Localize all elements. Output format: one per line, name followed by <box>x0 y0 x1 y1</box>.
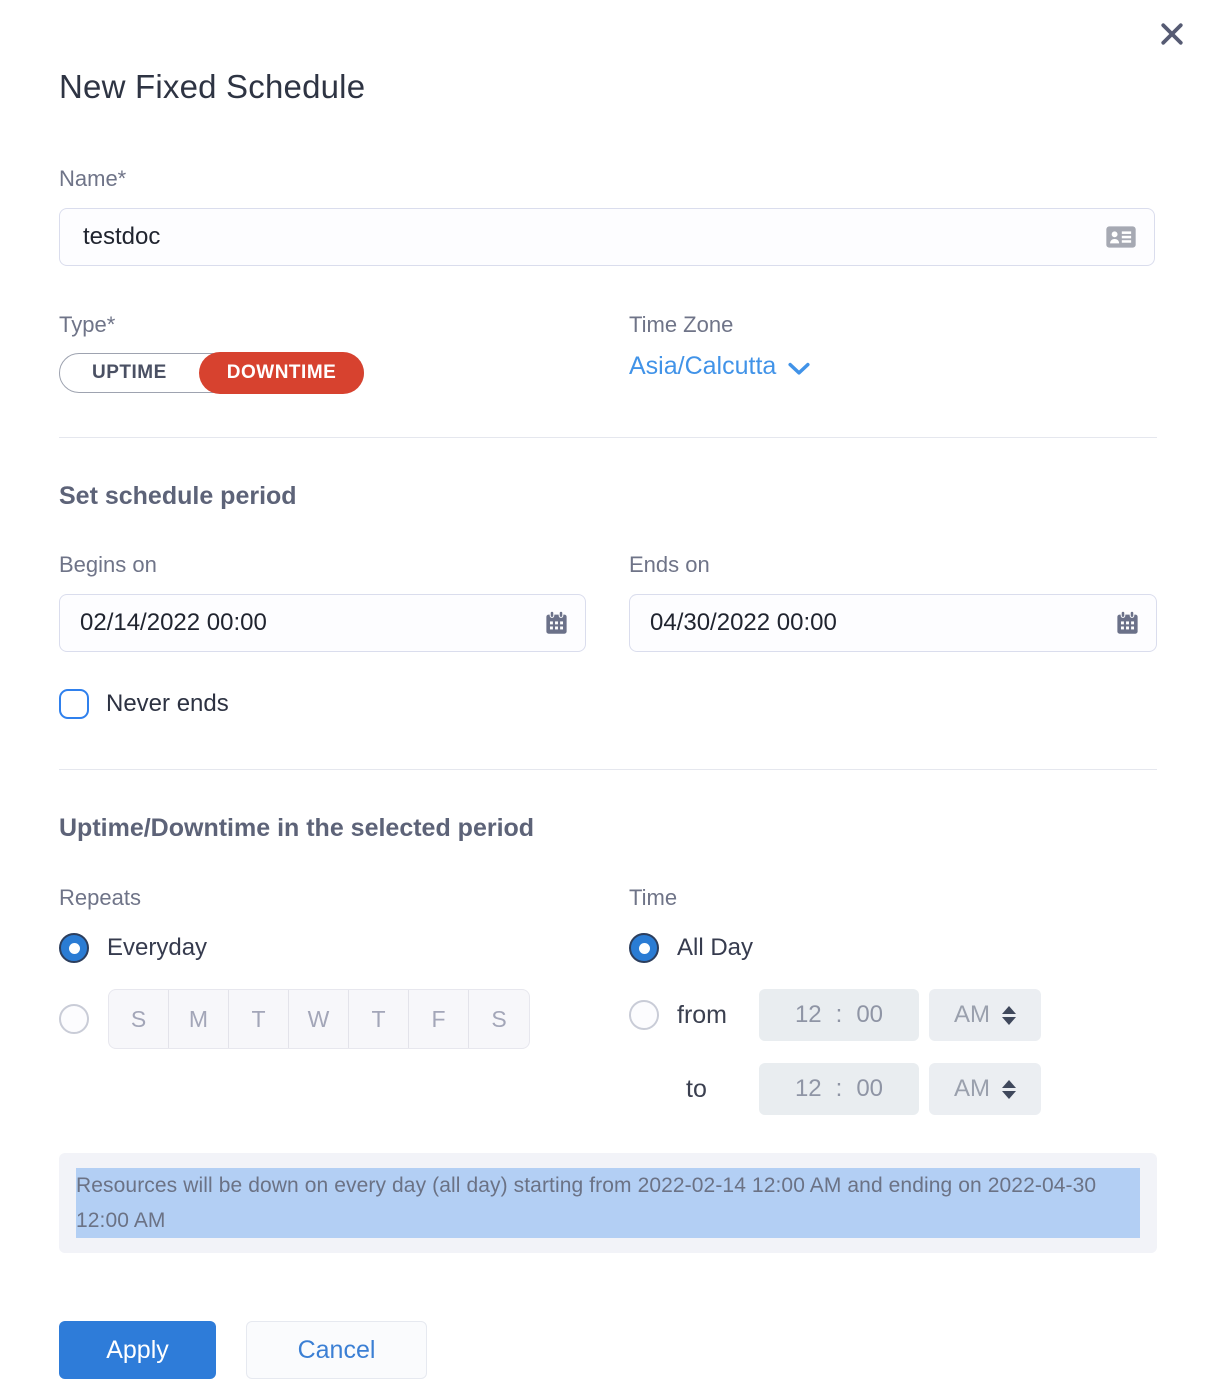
contact-card-icon <box>1105 224 1137 251</box>
everyday-radio[interactable] <box>59 933 89 963</box>
from-meridiem-select[interactable] <box>929 989 1041 1041</box>
from-minute-value: 00 <box>856 1001 884 1028</box>
never-ends-label[interactable]: Never ends <box>106 690 229 717</box>
to-meridiem-select[interactable] <box>929 1063 1041 1115</box>
day-button-wed[interactable]: W <box>289 990 349 1048</box>
close-button[interactable] <box>1154 16 1190 52</box>
all-day-label[interactable]: All Day <box>677 934 754 961</box>
timezone-label: Time Zone <box>629 312 734 337</box>
chevron-down-icon <box>788 362 810 376</box>
everyday-label[interactable]: Everyday <box>107 934 208 961</box>
type-toggle[interactable] <box>59 353 364 393</box>
sort-arrows-icon <box>1002 1006 1016 1025</box>
type-label: Type* <box>59 312 116 337</box>
ends-on-input[interactable] <box>629 594 1157 652</box>
name-input[interactable] <box>59 208 1155 266</box>
calendar-icon[interactable] <box>543 610 570 637</box>
from-time-input[interactable] <box>759 989 919 1041</box>
page-title: New Fixed Schedule <box>59 68 366 105</box>
sort-arrows-icon <box>1002 1080 1016 1099</box>
day-button-tue[interactable]: T <box>229 990 289 1048</box>
downtime-option[interactable]: DOWNTIME <box>199 352 365 394</box>
weekdays-radio[interactable] <box>59 1004 89 1034</box>
close-icon <box>1157 19 1187 49</box>
all-day-radio[interactable] <box>629 933 659 963</box>
schedule-period-heading: Set schedule period <box>59 482 297 510</box>
begins-on-label: Begins on <box>59 552 157 577</box>
day-button-mon[interactable]: M <box>169 990 229 1048</box>
timezone-value: Asia/Calcutta <box>629 352 777 380</box>
apply-button[interactable]: Apply <box>59 1321 216 1379</box>
name-label: Name* <box>59 166 127 191</box>
section-divider <box>59 769 1157 770</box>
from-hour-value: 12 <box>794 1001 822 1028</box>
timezone-select[interactable] <box>629 352 810 381</box>
from-meridiem-value: AM <box>954 1001 990 1028</box>
day-button-sat[interactable]: S <box>491 1005 507 1032</box>
cancel-button[interactable]: Cancel <box>246 1321 427 1379</box>
uptime-downtime-heading: Uptime/Downtime in the selected period <box>59 814 535 842</box>
day-button-fri[interactable]: F <box>409 990 469 1048</box>
summary-text: Resources will be down on every day (all day) starting from 2022-02-14 12:00 AM and ending on 2022-04-30 12:00 AM <box>76 1168 1140 1238</box>
repeats-label: Repeats <box>59 885 141 910</box>
time-separator: : <box>835 1075 843 1102</box>
day-button-thu[interactable]: T <box>349 990 409 1048</box>
uptime-option[interactable]: UPTIME <box>92 362 167 383</box>
to-minute-value: 00 <box>856 1075 884 1102</box>
schedule-summary <box>59 1153 1157 1253</box>
to-hour-value: 12 <box>794 1075 822 1102</box>
day-picker <box>108 989 530 1049</box>
day-button-sun[interactable]: S <box>109 990 169 1048</box>
section-divider <box>59 437 1157 438</box>
to-time-input[interactable] <box>759 1063 919 1115</box>
time-separator: : <box>835 1001 843 1028</box>
time-range-radio[interactable] <box>629 1000 659 1030</box>
from-label[interactable]: from <box>677 1000 727 1029</box>
calendar-icon[interactable] <box>1114 610 1141 637</box>
begins-on-input[interactable] <box>59 594 586 652</box>
to-label: to <box>686 1074 707 1103</box>
ends-on-label: Ends on <box>629 552 710 577</box>
never-ends-checkbox[interactable] <box>59 689 89 719</box>
to-meridiem-value: AM <box>954 1075 990 1102</box>
time-label: Time <box>629 885 678 910</box>
